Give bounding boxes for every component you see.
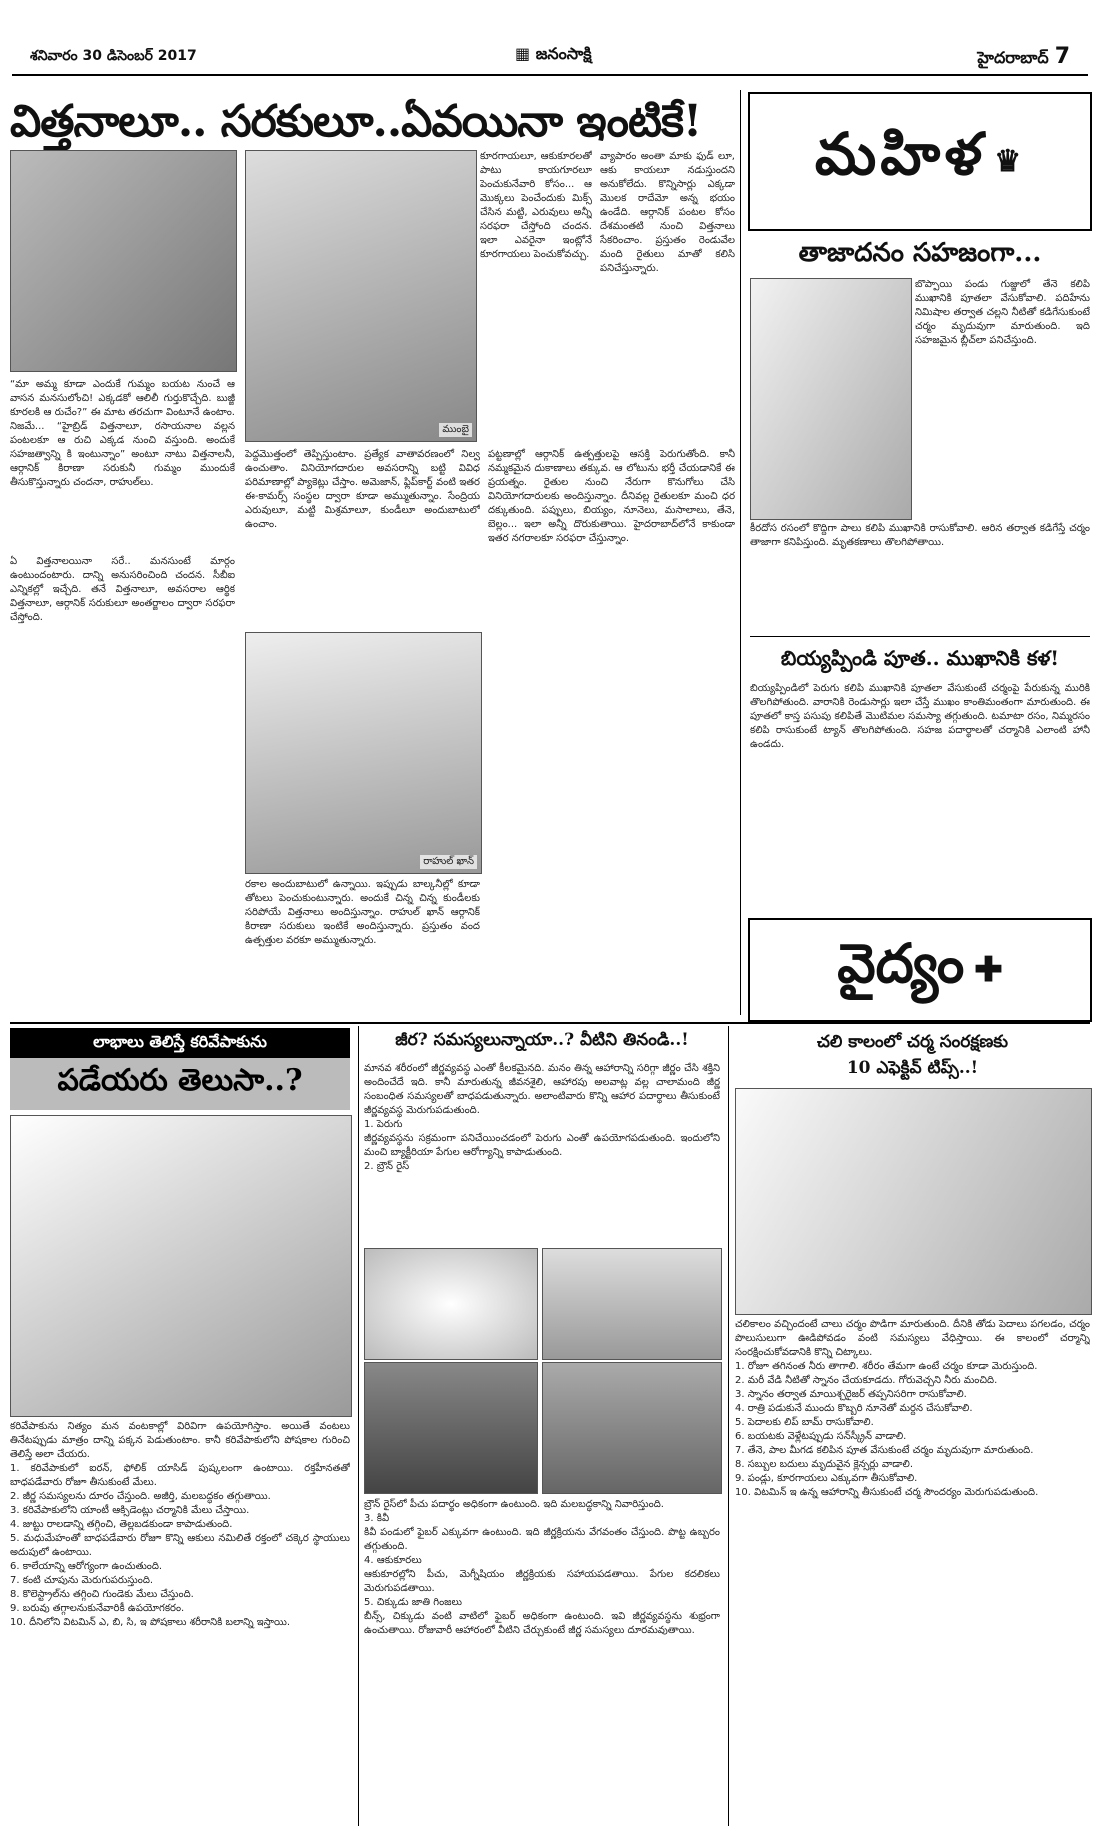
mahila-subhead: తాజాదనం సహజంగా... (798, 238, 1042, 268)
skincare-text: చలికాలం వచ్చిందంటే చాలు చర్మం పొడిగా మారుతుంది. దీనికి తోడు పెదాలు పగలడం, చర్మం పొలుసులుగా ఊడిపోవడం వంటి సమస్యలు వేధిస్తాయి. ఈ కాలంలో చర్మాన్ని సంరక్షించుకోవడానికి కొన్ని చిట్కాలు. 1. రోజూ తగినంత నీరు తాగాలి. శరీరం తేమగా ఉంటే చర్మం కూడా మెరుస్తుంది. 2. మరీ వేడి నీటితో స్నానం చేయకూడదు. గోరువెచ్చని నీరు మంచిది. 3. స్నానం తర్వాత మాయిశ్చరైజర్ తప్పనిసరిగా రాసుకోవాలి. 4. రాత్రి పడుకునే ముందు కొబ్బరి నూనెతో మర్దన చేసుకోవాలి. 5. పెదాలకు లిప్ బామ్ రాసుకోవాలి. 6. బయటకు వెళ్లేటప్పుడు సన్‌స్క్రీన్ వాడాలి. 7. తేనె, పాల మీగడ కలిపిన పూత వేసుకుంటే చర్మం మృదువుగా మారుతుంది. 8. సబ్బుల బదులు మృదువైన క్లెన్సర్లు వాడాలి. 9. పండ్లు, కూరగాయలు ఎక్కువగా తీసుకోవాలి. 10. విటమిన్ ఇ ఉన్న ఆహారాన్ని తీసుకుంటే చర్మ సౌందర్యం మెరుగుపడుతుంది. (735, 1319, 1090, 1498)
mahila-divider (750, 636, 1090, 637)
main-col-a-2: ఏ విత్తనాలయినా సరే.. మనసుంటే మార్గం ఉంటుందంటారు. దాన్ని అనుసరించింది చందన. సీబీఐ ఎన్నికల్లో ఇచ్చేది. తనే విత్తనాలూ, అవసరాల ఆర్థిక విత్తనాలూ, ఆర్గానిక్ సరుకులూ అంతర్జాలం ద్వారా సరఫరా చేస్తోంది. (10, 556, 235, 623)
skincare-kicker: చలి కాలంలో చర్మ సంరక్షణకు (816, 1032, 1009, 1052)
main-col-c: పట్టణాల్లో ఆర్గానిక్ ఉత్పత్తులపై ఆసక్తి పెరుగుతోంది. కానీ నమ్మకమైన దుకాణాలు తక్కువ. ఆ లోటును భర్తీ చేయడానికే ఈ ప్రయత్నం. రైతుల నుంచి నేరుగా కొనుగోలు చేసి వినియోగదారులకు అందిస్తున్నాం. దీనివల్ల రైతులకూ మంచి ధర దక్కుతుంది. పప్పులు, బియ్యం, నూనెలు, మసాలాలు, తేనె, బెల్లం... ఇలా అన్నీ దొరుకుతాయి. హైదరాబాద్‌లోనే కాకుండా ఇతర నగరాలకూ సరఫరా చేస్తున్నాం. (488, 449, 735, 544)
mahila-title: మహిళ (814, 120, 987, 188)
woman-planter-photo (245, 150, 477, 442)
column-divider-3 (728, 1026, 729, 1826)
vaidyam-title: వైద్యం (837, 931, 965, 995)
header-rule (12, 74, 1088, 76)
green-beans-photo (542, 1362, 722, 1494)
vaidyam-section-banner (748, 918, 1092, 1022)
main-headline: విత్తనాలూ.. సరకులూ..ఏవయినా ఇంటికే! (10, 96, 702, 147)
medical-kit-icon: ✚ (974, 950, 1003, 990)
yogurt-photo (364, 1248, 538, 1360)
crown-icon: ♛ (994, 144, 1026, 179)
edition-city (977, 44, 1070, 71)
rice-flour-text: బియ్యప్పిండిలో పెరుగు కలిపి ముఖానికి పూతలా వేసుకుంటే చర్మంపై పేరుకున్న మురికి తొలగిపోతుంది. వారానికి రెండుసార్లు ఇలా చేస్తే ముఖం కాంతిమంతంగా మారుతుంది. ఈ పూతలో కాస్త పసుపు కలిపితే మొటిమల సమస్యా తగ్గుతుంది. టమాటా రసం, నిమ్మరసం కలిపి రాసుకుంటే ట్యాన్ తొలగిపోతుంది. సహజ పదార్థాలతో చర్మానికి ఎలాంటి హానీ ఉండదు. (750, 683, 1090, 750)
main-col-b-top: కూరగాయలూ, ఆకుకూరలతో పాటు కాయగూరలూ పెంచుకునేవారి కోసం... ఆ మొక్కలు పెంచేందుకు మిక్స్ చేసిన మట్టి, ఎరువులు అన్నీ సరఫరా చేస్తోంది చందన. ఇలా ఎవరైనా ఇంట్లోనే కూరగాయలు పెంచుకోవచ్చు. (480, 151, 592, 260)
skincare-photo (735, 1088, 1092, 1315)
newspaper-icon: ▦ (515, 44, 531, 63)
column-divider (740, 90, 741, 1015)
main-col-a-1: “మా అమ్మ కూడా ఎందుకే గుమ్మం బయట నుంచే ఆ వాసన మనసులోంచి! ఎక్కడకో ఆలిలీ గుర్తుకొచ్చేది. బుజ్జీ కూరలకి ఆ రుచేం?” ఈ మాట తరచుగా వింటూనే ఉంటాం. నిజమే... “హైబ్రిడ్ విత్తనాలూ, రసాయనాల వల్లన పంటలకూ ఆ రుచి ఎక్కడ నుంచి వస్తుంది. అందుకే సహజత్వాన్ని కి ఇంటున్నాం” అంటూ నాటు విత్తనాలనీ, ఆర్గానిక్ కిరాణా సరుకునీ గుమ్మం ముందుకే తీసుకొస్తున్నారు చందనా, రాహుల్‌లు. (10, 379, 235, 488)
leafy-greens-photo (364, 1362, 538, 1494)
portrait-caption: రాహుల్ ఖాన్ (420, 855, 477, 869)
main-col-b-bottom: రకాల అందుబాటులో ఉన్నాయి. ఇప్పుడు బాల్కనీల్లో కూడా తోటలు పెంచుకుంటున్నారు. అందుకే చిన్న చిన్న కుండీలకు సరిపోయే విత్తనాలు అందిస్తున్నాం. రాహుల్ ఖాన్ ఆర్గానిక్ కిరాణా సరుకులు ఇంటికే అందిస్తున్నారు. ప్రస్తుతం వంద ఉత్పత్తుల వరకూ అమ్ముతున్నారు. (245, 879, 480, 946)
mahila-text-2: కీరదోస రసంలో కొద్దిగా పాలు కలిపి ముఖానికి రాసుకోవాలి. ఆరిన తర్వాత కడిగేస్తే చర్మం తాజాగా కనిపిస్తుంది. మృతకణాలు తొలగిపోతాయి. (750, 523, 1090, 548)
mahila-text-1: బొప్పాయి పండు గుజ్జులో తేనె కలిపి ముఖానికి పూతలా వేసుకోవాలి. పదిహేను నిమిషాల తర్వాత చల్లని నీటితో కడిగేసుకుంటే చర్మం మృదువుగా మారుతుంది. ఇది సహజమైన బ్లీచ్‌లా పనిచేస్తుంది. (915, 279, 1090, 346)
masthead-text: జనంసాక్షి (535, 44, 592, 63)
face-skincare-photo (750, 278, 912, 520)
brown-rice-photo (542, 1248, 722, 1360)
photo-caption: ముంబై (439, 423, 472, 437)
main-col-b-mid: పెద్దమొత్తంలో తెప్పిస్తుంటాం. ప్రత్యేక వాతావరణంలో నిల్వ ఉంచుతాం. వినియోగదారుల అవసరాన్ని బట్టి వివిధ పరిమాణాల్లో ప్యాకెట్లు చేస్తాం. అమెజాన్, ఫ్లిప్‌కార్ట్ వంటి ఇతర ఈ-కామర్స్ సంస్థల ద్వారా కూడా అమ్ముతున్నాం. సేంద్రియ ఎరువులూ, మట్టి మిశ్రమాలూ, కుండీలూ అందుబాటులో ఉంచాం. (245, 449, 480, 530)
curry-leaf-headline: పడేయరు తెలుసా..? (10, 1058, 350, 1110)
jeera-headline: జీర? సమస్యలున్నాయా..? వీటిని తినండి..! (395, 1030, 689, 1050)
section-divider (10, 1022, 1090, 1024)
masthead-logo (515, 44, 592, 67)
curry-leaf-kicker: లాభాలు తెలిస్తే కరివేపాకును (10, 1028, 350, 1058)
page-number: 7 (1054, 44, 1070, 69)
mahila-section-banner (748, 92, 1092, 231)
main-col-c-top: వ్యాపారం అంతా మాకు ఫుడ్ లూ, ఆకు కాయలూ నడుస్తుందని అనుకోలేదు. కొన్నిసార్లు ఎక్కడా మొలక రాదేమో అన్న భయం ఉండేది. ఆర్గానిక్ పంటల కోసం దేశమంతటి నుంచి విత్తనాలు సేకరించాం. ప్రస్తుతం రెండువేల మంది రైతులు మాతో కలిసి పనిచేస్తున్నారు. (600, 151, 735, 274)
organic-sacks-photo (10, 150, 237, 372)
jeera-intro: మానవ శరీరంలో జీర్ణవ్యవస్థ ఎంతో కీలకమైనది. మనం తిన్న ఆహారాన్ని సరిగ్గా జీర్ణం చేసి శక్తిని అందించేదే ఇది. కానీ మారుతున్న జీవనశైలి, ఆహారపు అలవాట్ల వల్ల చాలామంది జీర్ణ సంబంధిత సమస్యలతో బాధపడుతున్నారు. అలాంటివారు కొన్ని ఆహార పదార్థాలు తీసుకుంటే జీర్ణవ్యవస్థ మెరుగుపడుతుంది. 1. పెరుగు జీర్ణవ్యవస్థను సక్రమంగా పనిచేయించడంలో పెరుగు ఎంతో ఉపయోగపడుతుంది. ఇందులోని మంచి బ్యాక్టీరియా పేగుల ఆరోగ్యాన్ని కాపాడుతుంది. 2. బ్రౌన్ రైస్ (364, 1063, 720, 1172)
curry-leaves-photo (10, 1115, 352, 1417)
skincare-headline: 10 ఎఫెక్టివ్ టిప్స్..! (846, 1058, 979, 1078)
column-divider-2 (358, 1026, 359, 1826)
issue-date: శనివారం 30 డిసెంబర్ 2017 (30, 48, 197, 64)
rice-flour-subhead: బియ్యప్పిండి పూత.. ముఖానికి కళ! (780, 646, 1060, 670)
jeera-text: బ్రౌన్ రైస్‌లో పీచు పదార్థం అధికంగా ఉంటుంది. ఇది మలబద్ధకాన్ని నివారిస్తుంది. 3. కివీ కివీ పండులో ఫైబర్ ఎక్కువగా ఉంటుంది. ఇది జీర్ణక్రియను వేగవంతం చేస్తుంది. పొట్ట ఉబ్బరం తగ్గుతుంది. 4. ఆకుకూరలు ఆకుకూరల్లోని పీచు, మెగ్నీషియం జీర్ణక్రియకు సహాయపడతాయి. పేగుల కదలికలు మెరుగుపడతాయి. 5. చిక్కుడు జాతి గింజలు బీన్స్, చిక్కుడు వంటి వాటిలో ఫైబర్ అధికంగా ఉంటుంది. ఇవి జీర్ణవ్యవస్థను శుభ్రంగా ఉంచుతాయి. రోజువారీ ఆహారంలో వీటిని చేర్చుకుంటే జీర్ణ సమస్యలు దూరమవుతాయి. (364, 1499, 720, 1636)
woman-portrait-photo (245, 632, 482, 874)
city-label: హైదరాబాద్ (977, 48, 1049, 67)
curry-leaf-text: కరివేపాకును నిత్యం మన వంటకాల్లో విరివిగా ఉపయోగిస్తాం. అయితే వంటలు తినేటప్పుడు మాత్రం దాన్ని పక్కన పెడుతుంటాం. కానీ కరివేపాకులోని పోషకాల గురించి తెలిస్తే అలా చేయరు. 1. కరివేపాకులో ఐరన్, ఫోలిక్ యాసిడ్ పుష్కలంగా ఉంటాయి. రక్తహీనతతో బాధపడేవారు రోజూ తీసుకుంటే మేలు. 2. జీర్ణ సమస్యలను దూరం చేస్తుంది. అజీర్తి, మలబద్ధకం తగ్గుతాయి. 3. కరివేపాకులోని యాంటీ ఆక్సిడెంట్లు చర్మానికి మేలు చేస్తాయి. 4. జుట్టు రాలడాన్ని తగ్గించి, తెల్లబడకుండా కాపాడుతుంది. 5. మధుమేహంతో బాధపడేవారు రోజూ కొన్ని ఆకులు నమిలితే రక్తంలో చక్కెర స్థాయులు అదుపులో ఉంటాయి. 6. కాలేయాన్ని ఆరోగ్యంగా ఉంచుతుంది. 7. కంటి చూపును మెరుగుపరుస్తుంది. 8. కొలెస్ట్రాల్‌ను తగ్గించి గుండెకు మేలు చేస్తుంది. 9. బరువు తగ్గాలనుకునేవారికీ ఉపయోగకరం. 10. దీనిలోని విటమిన్ ఎ, బి, సి, ఇ పోషకాలు శరీరానికి బలాన్ని ఇస్తాయి. (10, 1421, 350, 1628)
